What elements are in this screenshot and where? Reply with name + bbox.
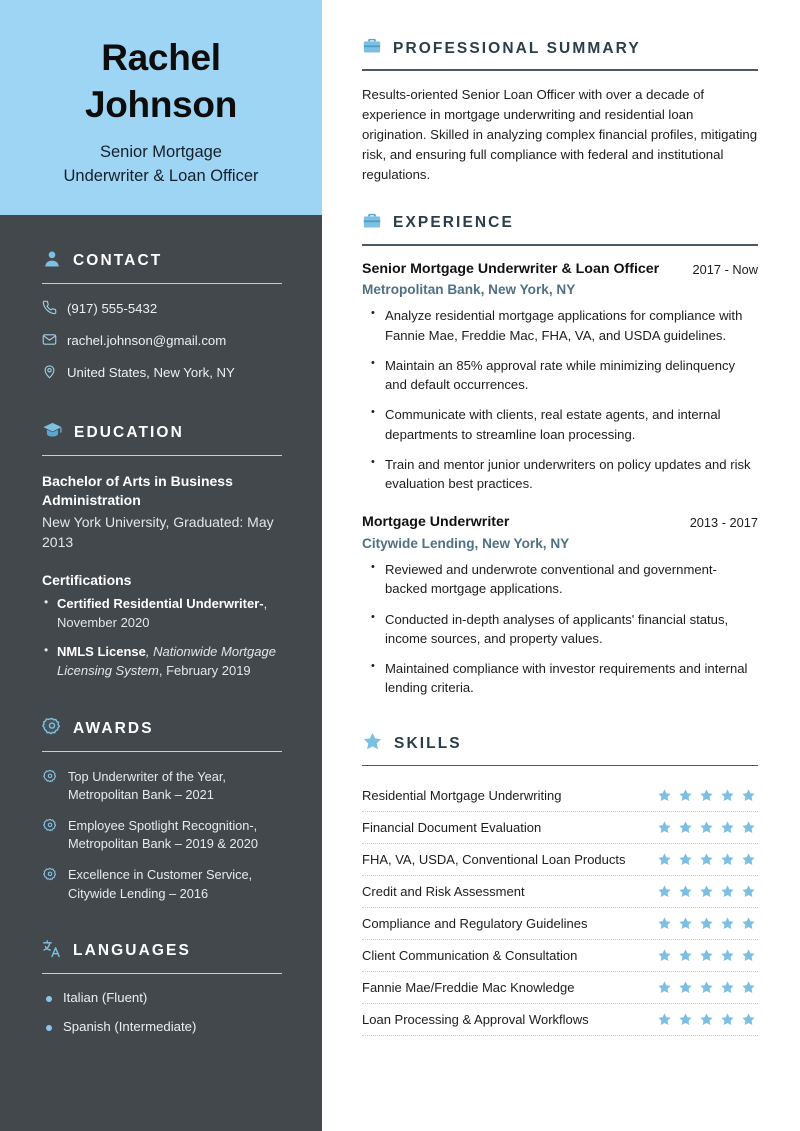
summary-title: PROFESSIONAL SUMMARY: [393, 39, 641, 57]
skill-name: Residential Mortgage Underwriting: [362, 788, 562, 804]
skill-rating: [657, 916, 758, 931]
certification-date: , November 2020: [57, 595, 268, 630]
spacer: [362, 504, 758, 513]
list-item: Spanish (Intermediate): [42, 1019, 282, 1034]
experience-bullets: [362, 306, 758, 493]
star-icon: [699, 916, 714, 931]
list-item: [42, 643, 282, 681]
star-icon: [699, 980, 714, 995]
skill-rating: [657, 820, 758, 835]
skill-row: [362, 780, 758, 812]
star-icon: [678, 916, 693, 931]
skill-name: Client Communication & Consultation: [362, 948, 578, 964]
list-item: [42, 595, 282, 633]
star-icon: [657, 820, 672, 835]
spacer: [362, 189, 758, 211]
section-experience: [362, 211, 758, 698]
experience-title: EXPERIENCE: [393, 214, 514, 232]
certifications-list: [42, 595, 282, 681]
star-icon: [720, 948, 735, 963]
skill-row: [362, 972, 758, 1004]
award-text: Top Underwriter of the Year, Metropolitan Bank – 2021: [68, 768, 226, 802]
skill-name: Fannie Mae/Freddie Mac Knowledge: [362, 980, 575, 996]
divider: [362, 69, 758, 71]
list-item: [42, 817, 282, 853]
summary-heading: [362, 36, 758, 61]
experience-entry: [362, 260, 758, 494]
award-medal-icon: [42, 717, 62, 742]
skill-name: Credit and Risk Assessment: [362, 884, 525, 900]
list-item: • Communicate with clients, real estate agents, and internal departments to streamline loan processing.: [362, 405, 758, 443]
divider: [42, 973, 282, 974]
skill-name: FHA, VA, USDA, Conventional Loan Products: [362, 852, 626, 868]
experience-role: Mortgage Underwriter: [362, 514, 510, 531]
experience-role: Senior Mortgage Underwriter & Loan Officer: [362, 260, 660, 277]
skills-list: [362, 780, 758, 1036]
list-item: • Reviewed and underwrote conventional and government-backed mortgage applications.: [362, 560, 758, 598]
certification-name: Certified Residential Underwriter-: [57, 595, 264, 611]
experience-entry: [362, 513, 758, 697]
languages-title: LANGUAGES: [73, 942, 191, 960]
list-item: [42, 768, 282, 804]
last-name: Johnson: [84, 84, 238, 126]
section-skills: [362, 731, 758, 1037]
star-icon: [678, 852, 693, 867]
languages-heading: [42, 939, 282, 964]
job-title-line1: Senior Mortgage: [100, 142, 222, 161]
star-icon: [657, 788, 672, 803]
email-icon: [42, 332, 57, 350]
star-icon: [720, 788, 735, 803]
star-icon: [741, 884, 756, 899]
section-languages: [0, 939, 322, 1034]
contact-phone[interactable]: [42, 300, 282, 318]
star-icon: [699, 948, 714, 963]
list-item: • Analyze residential mortgage applications for compliance with Fannie Mae, Freddie Mac, FHA, VA, and USDA guidelines.: [362, 306, 758, 344]
list-item: Italian (Fluent): [42, 990, 282, 1005]
star-icon: [657, 916, 672, 931]
candidate-job-title: [20, 141, 302, 189]
award-medal-icon: [42, 769, 58, 790]
star-icon: [741, 980, 756, 995]
star-icon: [678, 1012, 693, 1027]
languages-list: [42, 990, 282, 1034]
star-icon: [699, 852, 714, 867]
contact-heading: [42, 249, 282, 274]
star-icon: [720, 852, 735, 867]
skill-name: Loan Processing & Approval Workflows: [362, 1012, 589, 1028]
graduation-cap-icon: [42, 420, 63, 446]
star-icon: [741, 788, 756, 803]
skill-row: [362, 844, 758, 876]
award-text: Excellence in Customer Service, Citywide Lending – 2016: [68, 867, 253, 901]
list-item: [42, 866, 282, 902]
certification-date: , February 2019: [158, 662, 251, 678]
star-icon: [362, 731, 383, 757]
section-education: [0, 420, 322, 681]
spacer: [362, 709, 758, 731]
phone-icon: [42, 300, 57, 318]
experience-bullets: [362, 560, 758, 697]
star-icon: [657, 852, 672, 867]
star-icon: [678, 980, 693, 995]
experience-entry-header: [362, 260, 758, 279]
section-contact: [0, 249, 322, 382]
list-item: • Maintain an 85% approval rate while minimizing delinquency and default occurrences.: [362, 356, 758, 394]
award-medal-icon: [42, 867, 58, 888]
experience-company: Citywide Lending, New York, NY: [362, 536, 570, 552]
star-icon: [741, 820, 756, 835]
briefcase-icon: [362, 211, 382, 236]
job-title-line2: Underwriter & Loan Officer: [63, 166, 259, 185]
skill-rating: [657, 980, 758, 995]
star-icon: [699, 884, 714, 899]
phone-value: (917) 555-5432: [67, 301, 158, 317]
skill-rating: [657, 788, 758, 803]
star-icon: [720, 980, 735, 995]
education-school: New York University, Graduated: May 2013: [42, 514, 274, 551]
divider: [42, 455, 282, 456]
star-icon: [720, 884, 735, 899]
skill-rating: [657, 852, 758, 867]
star-icon: [699, 1012, 714, 1027]
star-icon: [678, 788, 693, 803]
education-heading: [42, 420, 282, 446]
skills-title: SKILLS: [394, 734, 462, 752]
education-degree: Bachelor of Arts in Business Administration: [42, 472, 233, 508]
star-icon: [678, 884, 693, 899]
skill-rating: [657, 884, 758, 899]
divider: [42, 283, 282, 284]
divider: [42, 751, 282, 752]
skill-rating: [657, 948, 758, 963]
experience-dates: 2017 - Now: [692, 261, 758, 277]
star-icon: [720, 1012, 735, 1027]
email-value: rachel.johnson@gmail.com: [67, 333, 227, 349]
sidebar: [0, 0, 322, 1131]
skill-row: [362, 876, 758, 908]
experience-entry-header: [362, 513, 758, 532]
first-name: Rachel: [101, 37, 221, 78]
certification-name: NMLS License: [57, 643, 146, 659]
star-icon: [741, 852, 756, 867]
skill-name: Compliance and Regulatory Guidelines: [362, 916, 588, 932]
location-pin-icon: [42, 364, 57, 382]
translate-icon: [42, 939, 62, 964]
briefcase-icon: [362, 36, 382, 61]
star-icon: [741, 948, 756, 963]
star-icon: [699, 788, 714, 803]
star-icon: [720, 820, 735, 835]
candidate-name: [20, 34, 302, 129]
education-title: EDUCATION: [74, 423, 184, 441]
star-icon: [657, 948, 672, 963]
skill-row: [362, 1004, 758, 1036]
experience-heading: [362, 211, 758, 236]
skill-row: [362, 940, 758, 972]
contact-email[interactable]: [42, 332, 282, 350]
section-professional-summary: [362, 36, 758, 185]
summary-text: Results-oriented Senior Loan Officer with over a decade of experience in mortgage underwriting and residential loan origination. Skilled in analyzing complex financial profiles, mitigating risk, and ensuring full compliance with federal and institutional regulations.: [362, 86, 758, 182]
awards-title: AWARDS: [73, 720, 154, 738]
main-content: [322, 0, 800, 1040]
list-item: • Conducted in-depth analyses of applicants' financial status, income sources, and property values.: [362, 610, 758, 648]
contact-title: CONTACT: [73, 252, 163, 270]
star-icon: [678, 820, 693, 835]
star-icon: [720, 916, 735, 931]
awards-heading: [42, 717, 282, 742]
list-item: • Maintained compliance with investor requirements and internal lending criteria.: [362, 659, 758, 697]
skill-name: Financial Document Evaluation: [362, 820, 542, 836]
star-icon: [678, 948, 693, 963]
experience-company: Metropolitan Bank, New York, NY: [362, 282, 576, 298]
location-value: United States, New York, NY: [67, 365, 235, 381]
name-header: [0, 0, 322, 215]
star-icon: [657, 884, 672, 899]
star-icon: [741, 1012, 756, 1027]
skill-rating: [657, 1012, 758, 1027]
star-icon: [741, 916, 756, 931]
divider: [362, 244, 758, 246]
star-icon: [657, 1012, 672, 1027]
star-icon: [699, 820, 714, 835]
skill-row: [362, 908, 758, 940]
certification-detail: , Nationwide Mortgage Licensing System: [57, 643, 276, 678]
divider: [362, 765, 758, 767]
award-text: Employee Spotlight Recognition-, Metropolitan Bank – 2019 & 2020: [68, 818, 258, 852]
star-icon: [657, 980, 672, 995]
person-icon: [42, 249, 62, 274]
certifications-title: Certifications: [42, 571, 132, 588]
list-item: • Train and mentor junior underwriters on policy updates and risk evaluation best practices.: [362, 455, 758, 493]
contact-location[interactable]: [42, 364, 282, 382]
skills-heading: [362, 731, 758, 757]
award-medal-icon: [42, 818, 58, 839]
experience-dates: 2013 - 2017: [689, 515, 758, 531]
section-awards: [0, 717, 322, 903]
skill-row: [362, 812, 758, 844]
